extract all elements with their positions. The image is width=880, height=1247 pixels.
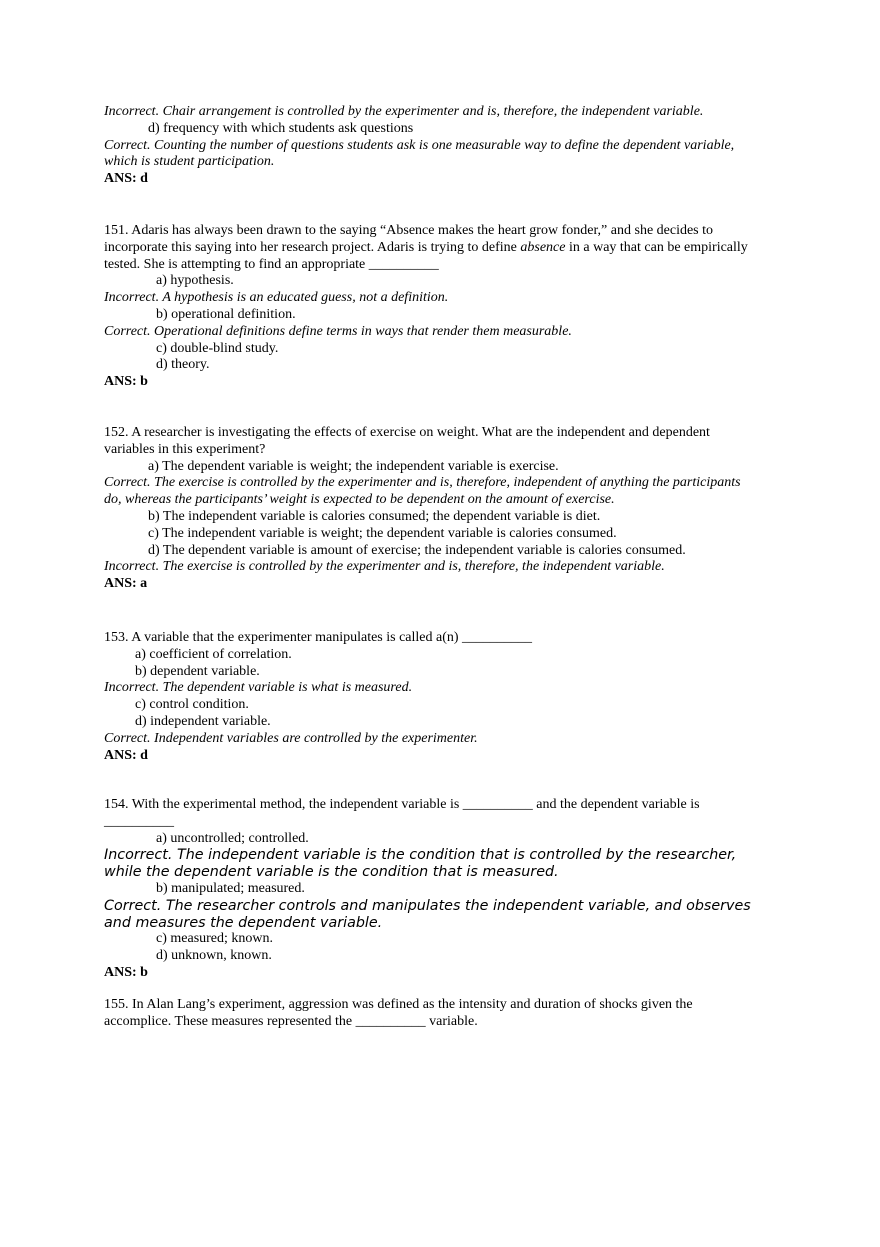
question-text-line-1: 152. A researcher is investigating the effects of exercise on weight. What are the independent and dependent xyxy=(104,425,710,440)
option-d: d) independent variable. xyxy=(135,713,271,729)
feedback-b: Incorrect. The dependent variable is what is measured. xyxy=(104,680,413,696)
answer: ANS: b xyxy=(104,374,148,390)
option-d: d) frequency with which students ask questions xyxy=(148,120,414,136)
question-text-line-1: 153. A variable that the experimenter manipulates is called a(n) __________ xyxy=(104,630,533,645)
emphasized-term: absence xyxy=(520,239,566,255)
option-b: b) operational definition. xyxy=(156,306,296,322)
feedback-incorrect: Incorrect. Chair arrangement is controlled by the experimenter and is, therefore, the independent variable. xyxy=(104,104,704,119)
question-text-line-1: 154. With the experimental method, the independent variable is __________ and the dependent variable is xyxy=(104,797,700,812)
option-a: a) The dependent variable is weight; the independent variable is exercise. xyxy=(148,458,559,474)
question-text-line-2: accomplice. These measures represented the __________ variable. xyxy=(104,1013,478,1029)
question-text-line-3: tested. She is attempting to find an appropriate __________ xyxy=(104,256,439,272)
option-d: d) theory. xyxy=(156,357,210,373)
feedback-d: Correct. Independent variables are controlled by the experimenter. xyxy=(104,730,478,746)
feedback-b: Correct. Operational definitions define terms in ways that render them measurable. xyxy=(104,323,572,339)
feedback-a-line-2: do, whereas the participants’ weight is expected to be dependent on the amount of exercise. xyxy=(104,492,615,508)
question-text-line-2: __________ xyxy=(104,813,174,829)
option-a: a) uncontrolled; controlled. xyxy=(156,830,309,846)
question-text-segment: in a way that can be empirically xyxy=(565,239,748,255)
option-c: c) measured; known. xyxy=(156,931,274,947)
option-b: b) manipulated; measured. xyxy=(156,880,305,896)
option-a: a) coefficient of correlation. xyxy=(135,646,292,662)
option-c: c) double-blind study. xyxy=(156,340,279,356)
option-d: d) The dependent variable is amount of exercise; the independent variable is calories consumed. xyxy=(148,542,686,558)
option-c: c) The independent variable is weight; the dependent variable is calories consumed. xyxy=(148,525,617,541)
question-150-tail xyxy=(104,104,784,188)
option-c: c) control condition. xyxy=(135,697,249,713)
question-153 xyxy=(104,630,784,764)
question-154 xyxy=(104,797,784,982)
feedback-a-line-1: Correct. The exercise is controlled by the experimenter and is, therefore, independent of anything the participants xyxy=(104,475,741,491)
question-text-line-2: variables in this experiment? xyxy=(104,441,266,457)
feedback-d: Incorrect. The exercise is controlled by the experimenter and is, therefore, the independent variable. xyxy=(104,559,665,575)
answer: ANS: d xyxy=(104,171,148,187)
question-text-line-1: 155. In Alan Lang’s experiment, aggression was defined as the intensity and duration of shocks given the xyxy=(104,997,693,1012)
question-text-line-1: 151. Adaris has always been drawn to the saying “Absence makes the heart grow fonder,” and she decides to xyxy=(104,223,714,238)
option-b: b) The independent variable is calories consumed; the dependent variable is diet. xyxy=(148,508,601,524)
feedback-a: Incorrect. A hypothesis is an educated guess, not a definition. xyxy=(104,290,449,306)
option-d: d) unknown, known. xyxy=(156,948,272,964)
feedback-b-line-1: Correct. The researcher controls and manipulates the independent variable, and observes xyxy=(104,897,751,914)
feedback-a-line-1: Incorrect. The independent variable is the condition that is controlled by the researcher, xyxy=(104,847,737,864)
option-b: b) dependent variable. xyxy=(135,663,260,679)
feedback-correct-line-1: Correct. Counting the number of questions students ask is one measurable way to define the dependent variable, xyxy=(104,137,735,153)
answer: ANS: d xyxy=(104,747,148,763)
answer: ANS: a xyxy=(104,576,148,592)
feedback-correct-line-2: which is student participation. xyxy=(104,154,275,170)
option-a: a) hypothesis. xyxy=(156,273,234,289)
feedback-a-line-2: while the dependent variable is the condition that is measured. xyxy=(104,864,559,881)
question-text-segment: incorporate this saying into her research project. Adaris is trying to define xyxy=(104,239,521,255)
question-151 xyxy=(104,223,784,391)
answer: ANS: b xyxy=(104,964,148,980)
feedback-b-line-2: and measures the dependent variable. xyxy=(104,914,383,931)
question-155 xyxy=(104,997,784,1031)
question-152 xyxy=(104,425,784,593)
question-text-line-2 xyxy=(104,240,784,257)
